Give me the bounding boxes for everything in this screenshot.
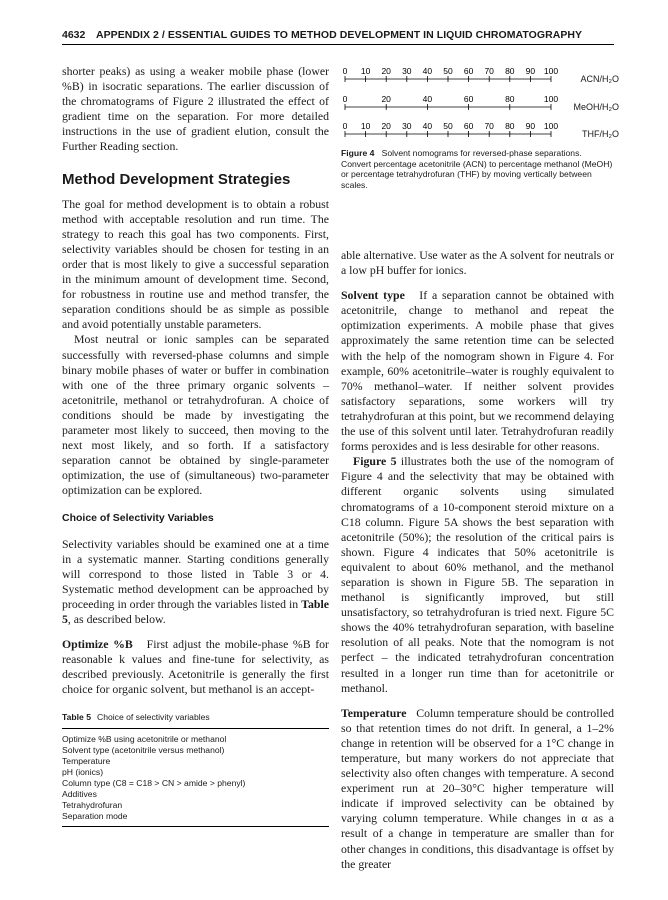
table5-ref: Table 5 [62,596,329,626]
nomogram-tick-label: 40 [422,94,433,104]
table-row: Solvent type (acetonitrile versus methanol) [62,745,225,755]
temperature-runin: Temperature [341,705,407,720]
nomogram-tick-label: 0 [342,94,348,104]
nomogram-tick-label: 40 [422,121,433,131]
table-row: Tetrahydrofuran [62,800,123,810]
paragraph-continued: able alternative. Use water as the A solvent for neutrals or a low pH buffer for ionics. [341,248,614,278]
thf-scale [341,119,559,143]
nomogram-tick-label: 20 [381,94,391,104]
nomogram-tick-label: 70 [484,66,494,76]
solvent-text: If a separation cannot be obtained with acetonitrile, change to methanol and repeat the optimization experiments. A mobile phase that gives approximately the same retention time can be selected with the help of the nomogram shown in Figure 4. For example, 60% acetonitrile–water is roughly equivalent to 70% methanol–water. If neither solvent provides satisfactory separations, some workers will try tetrahydrofuran at this point, but we recommend delaying the use of this solvent until later. Tetrahydrofuran readily forms peroxides and is less desirable for other reasons. [341,288,614,454]
solvent-runin: Solvent type [341,288,405,303]
nomogram-tick-label: 80 [505,66,515,76]
nomogram-tick-label: 20 [381,121,391,131]
paragraph-samples: Most neutral or ionic samples can be separated successfully with reversed-phase columns and simple binary mobile phases of water or buffer in combination with one of the three primary organic solvents – acetonitrile, methanol or tetrahydrofuran. A choice of conditions should be made by investigating the parameter most likely to succeed, then moving to the next most likely, and so forth. If a satisfactory separation cannot be obtained by single-parameter optimization, the use of (simultaneous) two-parameter optimization can be explored. [62,332,329,498]
nomogram-tick-label: 90 [525,121,536,131]
nomogram-meoh [341,92,619,116]
nomogram-tick-label: 50 [443,66,453,76]
paragraph-solvent-type [341,288,614,454]
selectivity-text: Selectivity variables should be examined one at a time in a systematic manner. Starting conditions generally will correspond to those listed in Table 3 or 4. Systematic method development can be approached by proceeding in order through the variables listed in [62,536,329,611]
table-row: Separation mode [62,811,128,821]
table-row: Temperature [62,756,111,766]
nomogram-tick-label: 40 [422,66,433,76]
figure-4-nomogram [341,64,619,144]
nomogram-tick-label: 30 [402,121,412,131]
table-title [62,712,329,722]
nomogram-tick-label: 80 [505,94,515,104]
nomogram-tick-label: 100 [543,66,559,76]
figure5-text: illustrates both the use of the nomogram of Figure 4 and the selectivity that may be obtained with different organic solvents using simulated chromatograms of a 10-component steroid mixture on a C18 column. Figure 5A shows the best separation with acetonitrile (50%); the resolution of the critical pairs is shown. Figure 4 indicates that 50% acetonitrile is equivalent to about 60% methanol, and the methanol separation is shown in Figure 5B. The separation in methanol is significantly improved, but still unsatisfactory, so tetrahydrofuran is tried next. Figure 5C shows the 40% tetrahydrofuran separation, with baseline resolution of all peaks. Note that the nomogram is not perfect – the indicated tetrahydrofuran concentration resulted in a longer run time than for acetonitrile or methanol. [341,454,614,695]
subsection-heading: Choice of Selectivity Variables [62,512,214,525]
table-row: Column type (C8 = C18 > CN > amide > phenyl) [62,778,246,788]
optimize-text: First adjust the mobile-phase %B for reasonable k values and fine-tune for selectivity, as described previously. Acetonitrile is generally the first choice for organic solvent, but methanol is an accept- [62,637,329,697]
intro-paragraph: shorter peaks) as using a weaker mobile phase (lower %B) in isocratic separations. The earlier discussion of the chromatograms of Figure 2 illustrated the effect of gradient time on the separation. For more detailed instructions in the use of gradient elution, consult the Further Reading section. [62,64,329,154]
nomogram-tick-label: 10 [360,66,371,76]
table-row: Optimize %B using acetonitrile or methanol [62,734,227,744]
table-rows [62,729,329,826]
paragraph-goal: The goal for method development is to obtain a robust method with acceptable resolution and run time. The strategy to reach this goal has two components. First, selectivity variables should be chosen for testing in an order that is most likely to give a successful separation in the minimum amount of development time. Second, for robustness in routine use and method transfer, the separation conditions should be as simple as possible and avoid potentially unstable parameters. [62,196,329,332]
nomogram-tick-label: 60 [463,94,474,104]
nomogram-tick-label: 90 [525,66,536,76]
optimize-runin: Optimize %B [62,637,133,652]
nomogram-tick-label: 50 [443,121,453,131]
nomogram-tick-label: 80 [505,121,515,131]
nomogram-thf [341,119,619,143]
figure5-ref: Figure 5 [353,454,397,469]
paragraph-optimize [62,637,329,697]
nomogram-tick-label: 70 [484,121,494,131]
figure-caption-text: Solvent nomograms for reversed-phase separations. Convert percentage acetonitrile (ACN) to percentage methanol (MeOH) or percentage tetrahydrofuran (THF) by moving vertically between scales. [341,148,613,191]
page-number: 4632 [62,29,86,41]
paragraph-selectivity [62,537,329,628]
meoh-scale [341,92,559,116]
selectivity-text-end: , as described below. [67,612,166,626]
figure-label: Figure 4 [341,148,375,158]
figure-4-caption [341,148,614,191]
table-caption: Choice of selectivity variables [96,712,210,722]
nomogram-tick-label: 10 [360,121,371,131]
running-header [62,29,614,45]
temperature-text: Column temperature should be controlled so that retention times do not drift. In general, a 1–2% change in retention will be observed for a 1°C change in temperature, but many workers do not appreciate that selectivity also often changes with temperature. A second experiment run at 20–30°C higher temperature will indicate if improved selectivity can be obtained by varying column temperature. While changes in α as a result of a change in temperature are smaller than for other changes in conditions, this disadvantage is offset by the greater [341,705,614,871]
nomogram-tick-label: 20 [381,66,391,76]
table-label: Table 5 [62,712,91,722]
right-column [341,248,614,872]
nomogram-tick-label: 60 [463,121,474,131]
nomogram-tick-label: 100 [543,94,559,104]
nomogram-tick-label: 30 [402,66,412,76]
table-row: pH (ionics) [62,767,104,777]
table-5 [62,712,329,827]
paragraph-figure-5 [341,454,614,696]
thf-label: THF/H₂O [582,129,619,139]
section-heading: Method Development Strategies [62,170,291,188]
nomogram-tick-label: 0 [342,121,348,131]
table-row: Additives [62,789,97,799]
paragraph-temperature [341,706,614,872]
meoh-label: MeOH/H₂O [573,102,619,112]
acn-label: ACN/H₂O [580,74,619,84]
nomogram-tick-label: 0 [342,66,348,76]
nomogram-tick-label: 60 [463,66,474,76]
nomogram-acn [341,64,619,88]
nomogram-tick-label: 100 [543,121,559,131]
left-column [62,64,329,697]
running-title: APPENDIX 2 / ESSENTIAL GUIDES TO METHOD DEVELOPMENT IN LIQUID CHROMATOGRAPHY [96,29,583,41]
acn-scale [341,64,559,88]
